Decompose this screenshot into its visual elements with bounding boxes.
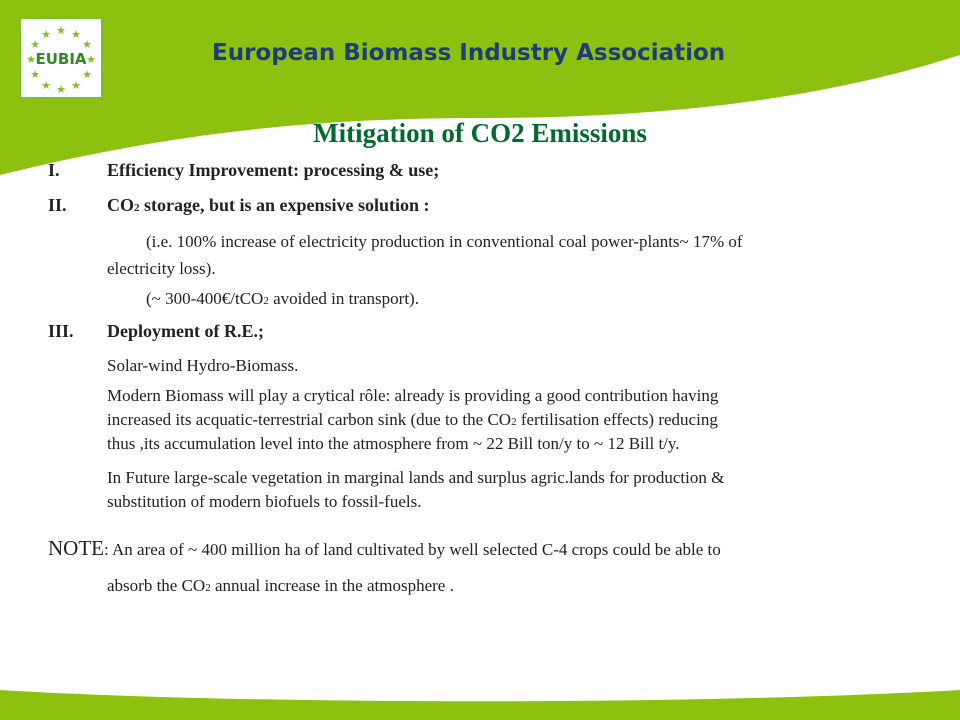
svg-text:★: ★ <box>86 53 96 66</box>
svg-text:★: ★ <box>82 68 92 81</box>
item-text-3: Deployment of R.E.; <box>107 321 264 341</box>
svg-text:★: ★ <box>56 83 66 96</box>
svg-text:★: ★ <box>30 68 40 81</box>
item-2-detail-line-2: electricity loss). <box>107 259 216 278</box>
item-3-para-2-line-2: substitution of modern biofuels to fossil-fuels. <box>107 492 422 511</box>
svg-text:★: ★ <box>82 38 92 51</box>
svg-text:★: ★ <box>26 53 36 66</box>
item-text-1: Efficiency Improvement: processing & use; <box>107 160 440 180</box>
item-2-detail-line-1: (i.e. 100% increase of electricity production in conventional coal power-plants~ 17% of <box>146 232 743 251</box>
item-number-2: II. <box>48 195 67 215</box>
item-3-sources: Solar-wind Hydro-Biomass. <box>107 356 299 375</box>
organization-title: European Biomass Industry Association <box>212 40 726 66</box>
item-text-2: CO2 storage, but is an expensive solution : <box>107 195 430 215</box>
svg-text:★: ★ <box>41 28 51 41</box>
logo-stars-icon <box>21 19 101 97</box>
eubia-logo <box>19 17 103 99</box>
item-3-para-1-line-2: increased its acquatic-terrestrial carbon sink (due to the CO2 fertilisation effects) reducing <box>107 410 718 429</box>
svg-text:★: ★ <box>30 38 40 51</box>
svg-text:★: ★ <box>71 79 81 92</box>
slide-title: Mitigation of CO2 Emissions <box>313 118 647 148</box>
note-line-2: absorb the CO2 annual increase in the atmosphere . <box>107 576 454 595</box>
item-3-para-2-line-1: In Future large-scale vegetation in marginal lands and surplus agric.lands for production & <box>107 468 725 487</box>
item-3-para-1-line-3: thus ,its accumulation level into the atmosphere from ~ 22 Bill ton/y to ~ 12 Bill t/y. <box>107 434 680 453</box>
item-number-3: III. <box>48 321 74 341</box>
note-label: NOTE <box>48 536 104 560</box>
logo-text: EUBIA <box>35 50 87 68</box>
item-number-1: I. <box>48 160 60 180</box>
item-2-cost: (~ 300-400€/tCO2 avoided in transport). <box>146 289 419 308</box>
svg-text:★: ★ <box>56 24 66 37</box>
svg-text:★: ★ <box>41 79 51 92</box>
item-3-para-1-line-1: Modern Biomass will play a crytical rôle: already is providing a good contribution having <box>107 386 719 405</box>
svg-text:★: ★ <box>71 28 81 41</box>
note-line-1: NOTE: An area of ~ 400 million ha of land cultivated by well selected C-4 crops could be able to <box>48 536 721 560</box>
